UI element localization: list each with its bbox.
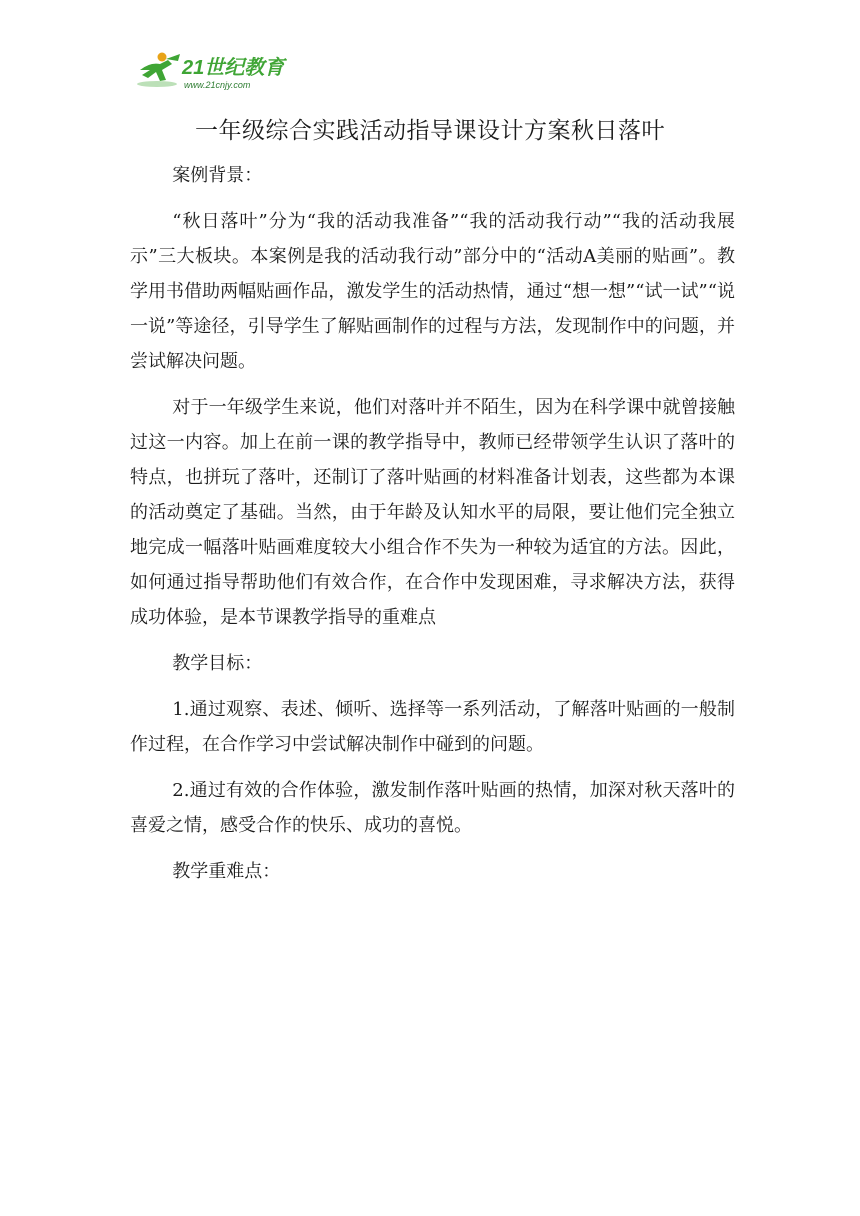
paragraph-objective-1: 1.通过观察、表述、倾听、选择等一系列活动，了解落叶贴画的一般制作过程，在合作学习中尝试解决制作中碰到的问题。 [130, 699, 735, 755]
paragraph-background-2: 对于一年级学生来说，他们对落叶并不陌生，因为在科学课中就曾接触过这一内容。加上在前一课的教学指导中，教师已经带领学生认识了落叶的特点，也拼玩了落叶，还制订了落叶贴画的材料准备计划表，这些都为本课的活动奠定了基础。当然，由于年龄及认知水平的局限，要让他们完全独立地完成一幅落叶贴画难度较大小组合作不失为一种较为适宜的方法。因此，如何通过指导帮助他们有效合作，在合作中发现困难，寻求解决方法，获得成功体验，是本节课教学指导的重难点 [130, 397, 735, 628]
paragraph-objective-2: 2.通过有效的合作体验，激发制作落叶贴画的热情，加深对秋天落叶的喜爱之情，感受合作的快乐、成功的喜悦。 [130, 780, 735, 836]
running-man-icon [137, 53, 180, 88]
section-heading-key-points: 教学重难点： [172, 861, 281, 882]
document-body [130, 158, 735, 900]
section-heading-background: 案例背景： [172, 165, 263, 186]
paragraph-background-1: “秋日落叶”分为“我的活动我准备”“我的活动我行动”“我的活动我展示”三大板块。本案例是我的活动我行动”部分中的“活动A美丽的贴画”。教学用书借助两幅贴画作品，激发学生的活动热情，通过“想一想”“试一试”“说一说”等途径，引导学生了解贴画制作的过程与方法，发现制作中的问题，并尝试解决问题。 [130, 211, 735, 372]
logo-brand-text: 21世纪教育 [182, 57, 285, 79]
logo-site-text: www.21cnjy.com [184, 80, 251, 90]
section-heading-objectives: 教学目标： [172, 653, 263, 674]
document-title: 一年级综合实践活动指导课设计方案秋日落叶 [195, 118, 665, 144]
site-logo [132, 50, 302, 94]
